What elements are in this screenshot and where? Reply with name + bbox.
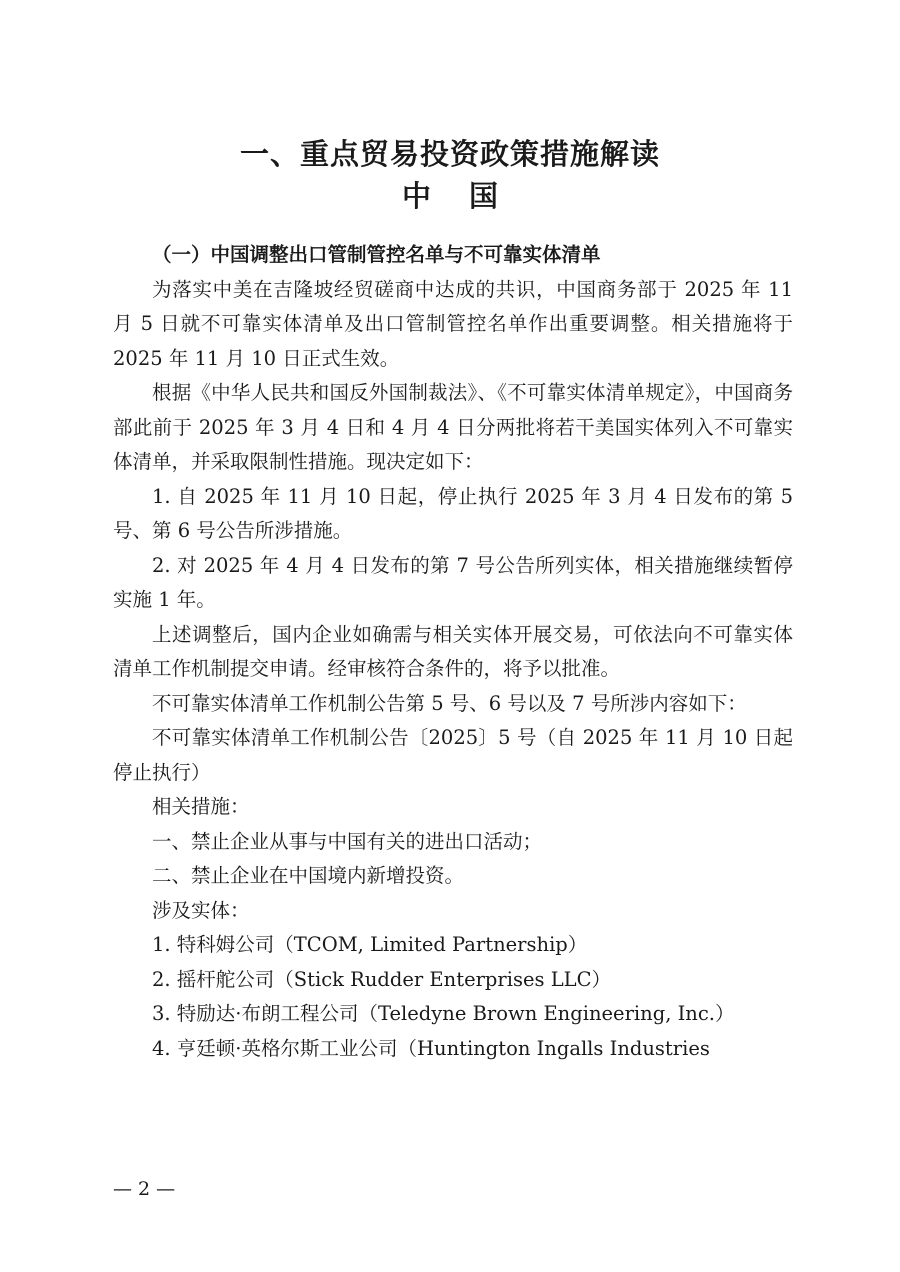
paragraph: 相关措施： — [152, 795, 250, 818]
paragraph: 上述调整后，国内企业如确需与相关实体开展交易，可依法向不可靠实体清单工作机制提交申请。经审核符合条件的，将予以批准。 — [113, 622, 793, 680]
list-item: 二、禁止企业在中国境内新增投资。 — [152, 864, 465, 887]
paragraph: 为落实中美在吉隆坡经贸磋商中达成的共识，中国商务部于 2025 年 11 月 5 日就不可靠实体清单及出口管制管控名单作出重要调整。相关措施将于 2025 年 11 月 10 日正式生效。 — [113, 277, 793, 370]
paragraph: 根据《中华人民共和国反外国制裁法》、《不可靠实体清单规定》，中国商务部此前于 2025 年 3 月 4 日和 4 月 4 日分两批将若干美国实体列入不可靠实体清单，并采取限制性措施。现决定如下： — [113, 381, 793, 473]
paragraph: 不可靠实体清单工作机制公告第 5 号、6 号以及 7 号所涉内容如下： — [152, 691, 747, 715]
paragraph: 不可靠实体清单工作机制公告〔2025〕5 号（自 2025 年 11 月 10 日起停止执行） — [113, 726, 793, 784]
body-text — [113, 238, 793, 1066]
country-subtitle: 中 国 — [401, 179, 513, 213]
main-title: 一、重点贸易投资政策措施解读 — [239, 137, 660, 171]
entity-item: 1. 特科姆公司（TCOM, Limited Partnership） — [152, 933, 588, 956]
page-number: — 2 — — [113, 1178, 176, 1200]
list-item: 1. 自 2025 年 11 月 10 日起，停止执行 2025 年 3 月 4 日发布的第 5 号、第 6 号公告所涉措施。 — [113, 484, 793, 542]
paragraph: 涉及实体： — [152, 898, 250, 922]
section-heading: （一）中国调整出口管制管控名单与不可靠实体清单 — [152, 243, 601, 266]
entity-item: 4. 亨廷顿·英格尔斯工业公司（Huntington Ingalls Industries — [152, 1036, 710, 1060]
list-item: 一、禁止企业从事与中国有关的进出口活动； — [152, 829, 543, 853]
entity-item: 2. 摇杆舵公司（Stick Rudder Enterprises LLC） — [152, 967, 612, 991]
list-item: 2. 对 2025 年 4 月 4 日发布的第 7 号公告所列实体，相关措施继续暂停实施 1 年。 — [113, 553, 793, 611]
entity-item: 3. 特励达·布朗工程公司（Teledyne Brown Engineering, Inc.） — [152, 1002, 735, 1025]
